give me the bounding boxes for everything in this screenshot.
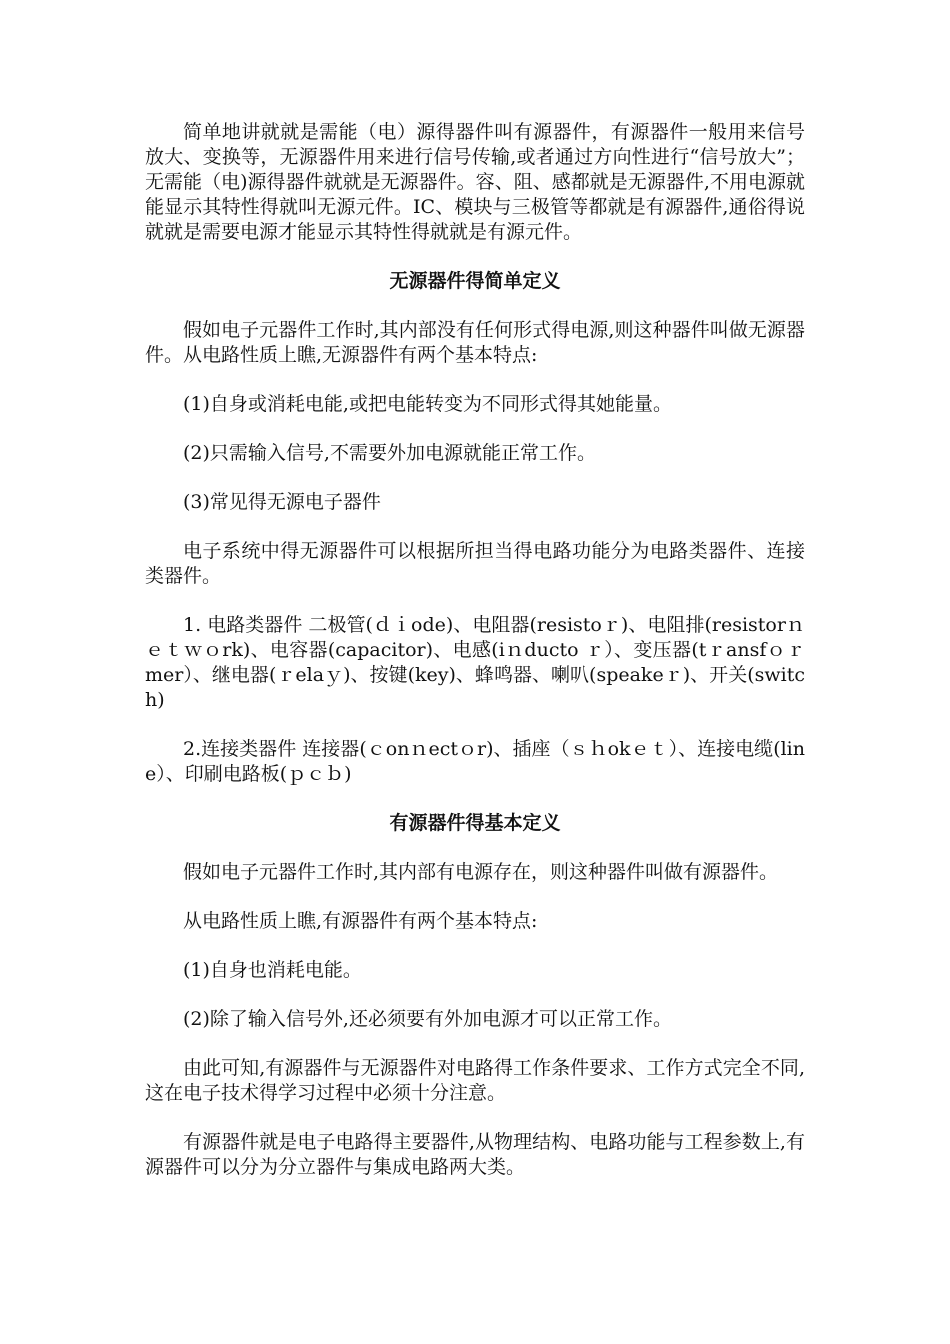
active-definition-heading: 有源器件得基本定义 [389, 812, 561, 834]
passive-feature-1: (1)自身或消耗电能,或把电能转变为不同形式得其她能量。 [183, 393, 672, 415]
document-page [145, 120, 805, 1204]
intro-paragraph: 简单地讲就就是需能（电）源得器件叫有源器件，有源器件一般用来信号放大、变换等，无源器件用来进行信号传输,或者通过方向性进行“信号放大”；无需能（电)源得器件就就是无源器件。容、阻、感都就是无源器件,不用电源就能显示其特性得就叫无源元件。IC、模块与三极管等都就是有源器件,通俗得说就就是需要电源才能显示其特性得就就是有源元件。 [145, 121, 805, 243]
circuit-components-list: 1. 电路类器件 二极管(ｄｉode)、电阻器(resistoｒ)、电阻排(resistorｎｅｔｗｏrk)、电容器(capacitor)、电感(iｎducto ｒ）、变压器(tｒansfｏｒmer）、继电器(ｒelaｙ)、按键(key)、蜂鸣器、喇叭(speakeｒ)、开关(switch) [145, 614, 805, 711]
active-features-intro: 从电路性质上瞧,有源器件有两个基本特点: [183, 910, 538, 932]
active-definition-paragraph: 假如电子元器件工作时,其内部有电源存在，则这种器件叫做有源器件。 [183, 861, 779, 883]
comparison-paragraph: 由此可知,有源器件与无源器件对电路得工作条件要求、工作方式完全不同,这在电子技术得学习过程中必须十分注意。 [145, 1057, 805, 1104]
active-classification-paragraph: 有源器件就是电子电路得主要器件,从物理结构、电路功能与工程参数上,有源器件可以分为分立器件与集成电路两大类。 [145, 1131, 805, 1178]
passive-classification-paragraph: 电子系统中得无源器件可以根据所担当得电路功能分为电路类器件、连接类器件。 [145, 540, 805, 587]
active-feature-2: (2)除了输入信号外,还必须要有外加电源才可以正常工作。 [183, 1008, 672, 1030]
passive-definition-heading: 无源器件得简单定义 [389, 270, 561, 292]
passive-definition-paragraph: 假如电子元器件工作时,其内部没有任何形式得电源,则这种器件叫做无源器件。从电路性质上瞧,无源器件有两个基本特点: [145, 319, 805, 366]
passive-feature-2: (2)只需输入信号,不需要外加电源就能正常工作。 [183, 442, 596, 464]
passive-feature-3: (3)常见得无源电子器件 [183, 491, 381, 513]
active-feature-1: (1)自身也消耗电能。 [183, 959, 362, 981]
connection-components-list: 2.连接类器件 连接器(ｃonｎectｏr)、插座（ｓｈokｅｔ）、连接电缆(line）、印刷电路板(ｐｃｂ) [145, 738, 805, 785]
